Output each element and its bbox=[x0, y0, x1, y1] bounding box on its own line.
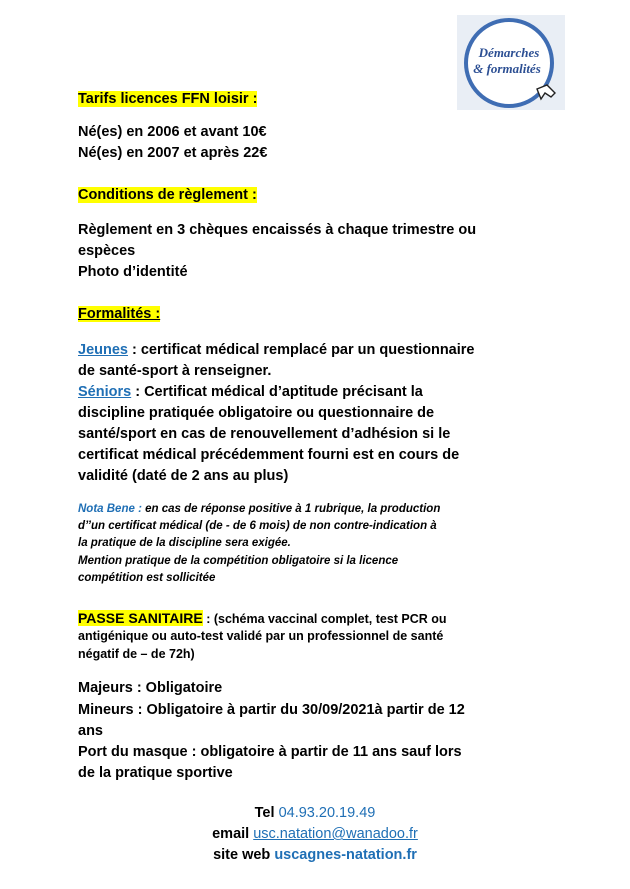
tarif-line-2: Né(es) en 2007 et après 22€ bbox=[78, 145, 268, 161]
conditions-line-1: Règlement en 3 chèques encaissés à chaque trimestre ou bbox=[78, 222, 477, 238]
badge-line2: & formalités bbox=[473, 61, 541, 76]
tel-value[interactable]: 04.93.20.19.49 bbox=[278, 805, 376, 821]
passe-line-3: négatif de – de 72h) bbox=[78, 647, 195, 661]
nota-line-1 bbox=[78, 503, 440, 515]
site-link[interactable]: uscagnes-natation.fr bbox=[274, 847, 417, 863]
email-label: email bbox=[212, 826, 254, 842]
nota-label: Nota Bene : bbox=[78, 503, 142, 515]
nota-text: en cas de réponse positive à 1 rubrique, la production bbox=[141, 503, 441, 515]
passe-line-1 bbox=[78, 610, 447, 626]
conditions-heading: Conditions de règlement : bbox=[78, 187, 257, 203]
passe-text: : (schéma vaccinal complet, test PCR ou bbox=[202, 612, 447, 626]
tarifs-heading: Tarifs licences FFN loisir : bbox=[78, 91, 258, 107]
demarches-badge bbox=[457, 15, 565, 110]
nota-line-4: Mention pratique de la compétition obligatoire si la licence bbox=[78, 555, 399, 567]
seniors-line bbox=[78, 384, 423, 400]
rule-mineurs: Mineurs : Obligatoire à partir du 30/09/2021à partir de 12 bbox=[78, 702, 465, 718]
seniors-line-5: validité (daté de 2 ans au plus) bbox=[78, 468, 289, 484]
site-label: site web bbox=[213, 847, 275, 863]
nota-line-2: d’’un certificat médical (de - de 6 mois) de non contre-indication à bbox=[78, 520, 437, 532]
nota-line-3: la pratique de la discipline sera exigée. bbox=[78, 537, 291, 549]
seniors-line-4: certificat médical précédemment fourni est en cours de bbox=[78, 447, 460, 463]
conditions-line-2: espèces bbox=[78, 243, 136, 259]
tarif-line-1: Né(es) en 2006 et avant 10€ bbox=[78, 124, 267, 140]
seniors-link[interactable]: Séniors bbox=[78, 384, 132, 400]
jeunes-line-2: de santé-sport à renseigner. bbox=[78, 363, 272, 379]
passe-line-2: antigénique ou auto-test validé par un professionnel de santé bbox=[78, 629, 444, 643]
tel-label: Tel bbox=[254, 805, 279, 821]
seniors-text: : Certificat médical d’aptitude précisant la bbox=[131, 384, 423, 400]
jeunes-link[interactable]: Jeunes bbox=[78, 342, 128, 358]
rule-masque-2: de la pratique sportive bbox=[78, 765, 233, 781]
jeunes-text: : certificat médical remplacé par un questionnaire bbox=[127, 342, 475, 358]
seniors-line-2: discipline pratiquée obligatoire ou questionnaire de bbox=[78, 405, 435, 421]
rule-mineurs-2: ans bbox=[78, 723, 103, 739]
contact-site bbox=[0, 847, 630, 863]
email-link[interactable]: usc.natation@wanadoo.fr bbox=[253, 826, 418, 842]
contact-tel bbox=[0, 805, 630, 821]
passe-heading: PASSE SANITAIRE bbox=[78, 610, 203, 626]
jeunes-line bbox=[78, 342, 474, 358]
rule-majeurs: Majeurs : Obligatoire bbox=[78, 680, 223, 696]
formalites-heading: Formalités : bbox=[78, 306, 161, 322]
contact-email bbox=[0, 826, 630, 842]
badge-line1: Démarches bbox=[478, 45, 540, 60]
conditions-line-3: Photo d’identité bbox=[78, 264, 188, 280]
seniors-line-3: santé/sport en cas de renouvellement d’adhésion si le bbox=[78, 426, 451, 442]
demarches-logo-icon bbox=[457, 15, 565, 110]
nota-line-5: compétition est sollicitée bbox=[78, 572, 216, 584]
rule-masque: Port du masque : obligatoire à partir de 11 ans sauf lors bbox=[78, 744, 462, 760]
